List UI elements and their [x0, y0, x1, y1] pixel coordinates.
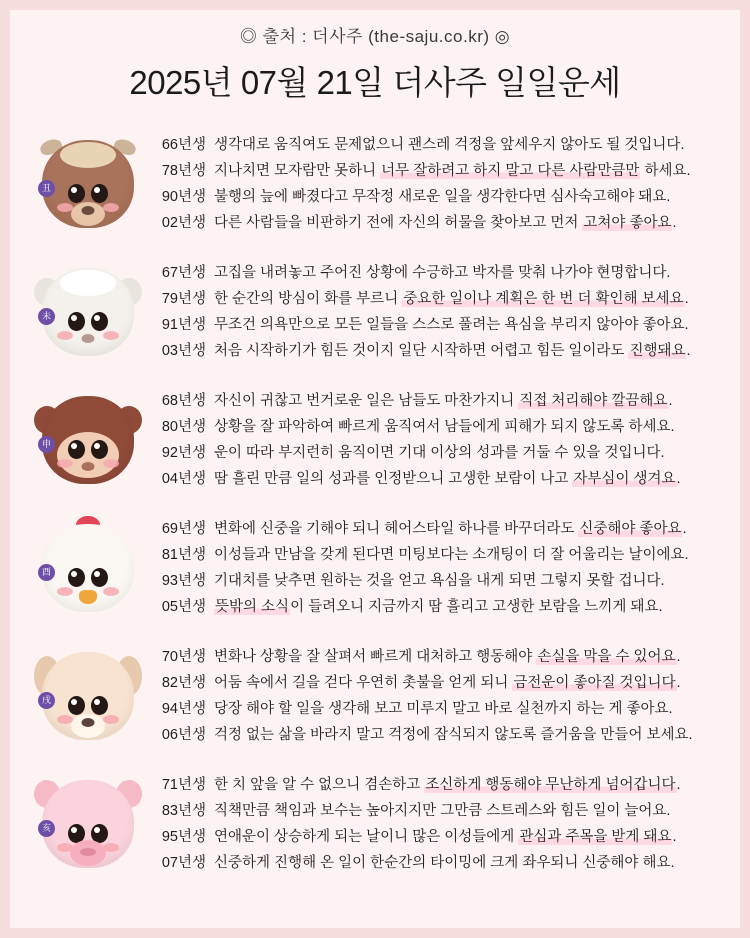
blush-left-icon — [57, 459, 73, 468]
fortune-text: 무조건 의욕만으로 모든 일들을 스스로 풀려는 욕심을 부리지 않아야 좋아요. — [214, 317, 689, 333]
monkey-content — [150, 388, 722, 492]
pig-avatar — [36, 772, 140, 876]
eye-right-icon — [91, 440, 108, 459]
fortune-text: 걱정 없는 삶을 바라지 말고 걱정에 잠식되지 않도록 즐거움을 만들어 보세요. — [214, 727, 693, 743]
sheep-avatar — [36, 260, 140, 364]
year-label: 91년생 — [161, 317, 206, 333]
rooster-content — [150, 516, 722, 620]
blush-left-icon — [57, 587, 73, 596]
beak-icon — [79, 590, 97, 604]
sheep-content — [150, 260, 722, 364]
fortune-text: 자신이 귀찮고 번거로운 일은 남들도 마찬가지니 직접 처리해야 깔끔해요. — [214, 393, 673, 409]
zodiac-badge: 戌 — [38, 692, 55, 709]
zodiac-badge: 未 — [38, 308, 55, 325]
zodiac-row-monkey — [10, 376, 740, 504]
year-label: 95년생 — [161, 829, 206, 845]
fortune-text: 신중하게 진행해 온 일이 한순간의 타이밍에 크게 좌우되니 신중해야 해요. — [214, 855, 675, 871]
zodiac-row-ox — [10, 120, 740, 248]
zodiac-badge: 申 — [38, 436, 55, 453]
page-title: 2025년 07월 21일 더사주 일일운세 — [129, 64, 621, 101]
dog-texts — [214, 644, 722, 748]
zodiac-row-pig — [10, 760, 740, 888]
year-label: 06년생 — [161, 727, 206, 743]
page-header — [10, 10, 740, 104]
zodiac-badge: 丑 — [38, 180, 55, 197]
ox-tuft-icon — [60, 142, 116, 168]
blush-right-icon — [103, 587, 119, 596]
pig-years — [150, 772, 214, 876]
sheep-face-icon — [42, 268, 134, 356]
nose-icon — [82, 718, 95, 727]
year-label: 78년생 — [161, 163, 206, 179]
year-label: 66년생 — [161, 137, 206, 153]
monkey-face-icon — [42, 396, 134, 484]
year-label: 94년생 — [161, 701, 206, 717]
highlight-phrase: 손실을 막을 수 있어요 — [537, 649, 676, 665]
fortune-text: 땀 흘린 만큼 일의 성과를 인정받으니 고생한 보람이 나고 자부심이 생겨요. — [214, 471, 681, 487]
zodiac-rows — [10, 120, 740, 888]
zodiac-row-dog — [10, 632, 740, 760]
fortune-text: 운이 따라 부지런히 움직이면 기대 이상의 성과를 거둘 수 있을 것입니다. — [214, 445, 665, 461]
eye-left-icon — [68, 312, 85, 331]
muzzle-icon — [57, 432, 119, 478]
eye-right-icon — [91, 696, 108, 715]
nose-icon — [82, 206, 95, 215]
eye-left-icon — [68, 184, 85, 203]
fortune-text: 변화에 신중을 기해야 되니 헤어스타일 하나를 바꾸더라도 신중해야 좋아요. — [214, 521, 687, 537]
ox-content — [150, 132, 722, 236]
year-label: 93년생 — [161, 573, 206, 589]
year-label: 81년생 — [161, 547, 206, 563]
eye-right-icon — [91, 312, 108, 331]
year-label: 90년생 — [161, 189, 206, 205]
rooster-texts — [214, 516, 722, 620]
fortune-text: 연애운이 상승하게 되는 날이니 많은 이성들에게 관심과 주목을 받게 돼요. — [214, 829, 677, 845]
fortune-text: 직책만큼 책임과 보수는 높아지지만 그만큼 스트레스와 힘든 일이 늘어요. — [214, 803, 671, 819]
highlight-phrase: 금전운이 좋아질 것입니다 — [513, 675, 676, 691]
sheep-years — [150, 260, 214, 364]
year-label: 69년생 — [161, 521, 206, 537]
nose-icon — [82, 334, 95, 343]
sheep-wool-icon — [60, 270, 116, 296]
eye-left-icon — [68, 568, 85, 587]
eye-left-icon — [68, 440, 85, 459]
zodiac-row-rooster — [10, 504, 740, 632]
fortune-text: 한 순간의 방심이 화를 부르니 중요한 일이나 계획은 한 번 더 확인해 보세요. — [214, 291, 689, 307]
fortune-text: 불행의 늪에 빠졌다고 무작정 새로운 일을 생각한다면 심사숙고해야 돼요. — [214, 189, 671, 205]
pig-content — [150, 772, 722, 876]
pig-face-icon — [42, 780, 134, 868]
eye-right-icon — [91, 568, 108, 587]
highlight-phrase: 진행돼요 — [629, 343, 686, 359]
dog-content — [150, 644, 722, 748]
dog-face-icon — [42, 652, 134, 740]
fortune-text: 생각대로 움직여도 문제없으니 괜스레 걱정을 앞세우지 않아도 될 것입니다. — [214, 137, 685, 153]
monkey-avatar — [36, 388, 140, 492]
year-label: 07년생 — [161, 855, 206, 871]
fortune-text: 이성들과 만남을 갖게 된다면 미팅보다는 소개팅이 더 잘 어울리는 날이에요. — [214, 547, 689, 563]
fortune-text: 어둠 속에서 길을 걷다 우연히 촛불을 얻게 되니 금전운이 좋아질 것입니다. — [214, 675, 681, 691]
ox-years — [150, 132, 214, 236]
pig-texts — [214, 772, 722, 876]
year-label: 02년생 — [161, 215, 206, 231]
year-label: 04년생 — [161, 471, 206, 487]
highlight-phrase: 직접 처리해야 깔끔해요 — [519, 393, 668, 409]
zodiac-badge: 亥 — [38, 820, 55, 837]
fortune-text: 고집을 내려놓고 주어진 상황에 수긍하고 박자를 맞춰 나가야 현명합니다. — [214, 265, 671, 281]
sheep-texts — [214, 260, 722, 364]
monkey-years — [150, 388, 214, 492]
source-line: ◎ 출처 : 더사주 (the-saju.co.kr) ◎ — [239, 27, 511, 46]
blush-right-icon — [103, 715, 119, 724]
eye-left-icon — [68, 696, 85, 715]
fortune-text: 기대치를 낮추면 원하는 것을 얻고 욕심을 내게 되면 그렇지 못할 겁니다. — [214, 573, 665, 589]
highlight-phrase: 중요한 일이나 계획은 한 번 더 확인해 보세요 — [403, 291, 684, 307]
rooster-avatar — [36, 516, 140, 620]
nose-icon — [82, 462, 95, 471]
dog-avatar — [36, 644, 140, 748]
highlight-phrase: 조신하게 행동해야 무난하게 넘어갑니다 — [425, 777, 676, 793]
year-label: 83년생 — [161, 803, 206, 819]
fortune-text: 상황을 잘 파악하여 빠르게 움직여서 남들에게 피해가 되지 않도록 하세요. — [214, 419, 675, 435]
blush-right-icon — [103, 331, 119, 340]
highlight-phrase: 고쳐야 좋아요 — [583, 215, 672, 231]
highlight-phrase: 관심과 주목을 받게 돼요 — [519, 829, 672, 845]
highlight-phrase: 너무 잘하려고 하지 말고 다른 사람만큼만 — [381, 163, 640, 179]
zodiac-badge: 酉 — [38, 564, 55, 581]
eye-right-icon — [91, 184, 108, 203]
dog-years — [150, 644, 214, 748]
year-label: 70년생 — [161, 649, 206, 665]
year-label: 03년생 — [161, 343, 206, 359]
ox-face-icon — [42, 140, 134, 228]
year-label: 80년생 — [161, 419, 206, 435]
fortune-text: 한 치 앞을 알 수 없으니 겸손하고 조신하게 행동해야 무난하게 넘어갑니다. — [214, 777, 681, 793]
blush-left-icon — [57, 331, 73, 340]
blush-right-icon — [103, 459, 119, 468]
year-label: 71년생 — [161, 777, 206, 793]
year-label: 67년생 — [161, 265, 206, 281]
nostril-icon — [80, 848, 96, 856]
fortune-text: 당장 해야 할 일을 생각해 보고 미루지 말고 바로 실천까지 하는 게 좋아요. — [214, 701, 673, 717]
ox-texts — [214, 132, 722, 236]
year-label: 92년생 — [161, 445, 206, 461]
ox-avatar — [36, 132, 140, 236]
highlight-phrase: 뜻밖의 소식 — [215, 599, 290, 615]
year-label: 82년생 — [161, 675, 206, 691]
fortune-text: 다른 사람들을 비판하기 전에 자신의 허물을 찾아보고 먼저 고쳐야 좋아요. — [214, 215, 677, 231]
rooster-years — [150, 516, 214, 620]
year-label: 05년생 — [161, 599, 206, 615]
fortune-text: 뜻밖의 소식이 들려오니 지금까지 땀 흘리고 고생한 보람을 느끼게 돼요. — [215, 599, 663, 615]
zodiac-row-sheep — [10, 248, 740, 376]
blush-right-icon — [103, 203, 119, 212]
highlight-phrase: 자부심이 생겨요 — [573, 471, 676, 487]
highlight-phrase: 신중해야 좋아요 — [579, 521, 682, 537]
year-label: 68년생 — [161, 393, 206, 409]
fortune-text: 변화나 상황을 잘 살펴서 빠르게 대처하고 행동해야 손실을 막을 수 있어요. — [214, 649, 681, 665]
fortune-text: 지나치면 모자람만 못하니 너무 잘하려고 하지 말고 다른 사람만큼만 하세요. — [214, 163, 691, 179]
rooster-face-icon — [42, 524, 134, 612]
monkey-texts — [214, 388, 722, 492]
year-label: 79년생 — [161, 291, 206, 307]
fortune-text: 처음 시작하기가 힘든 것이지 일단 시작하면 어렵고 힘든 일이라도 진행돼요. — [214, 343, 691, 359]
